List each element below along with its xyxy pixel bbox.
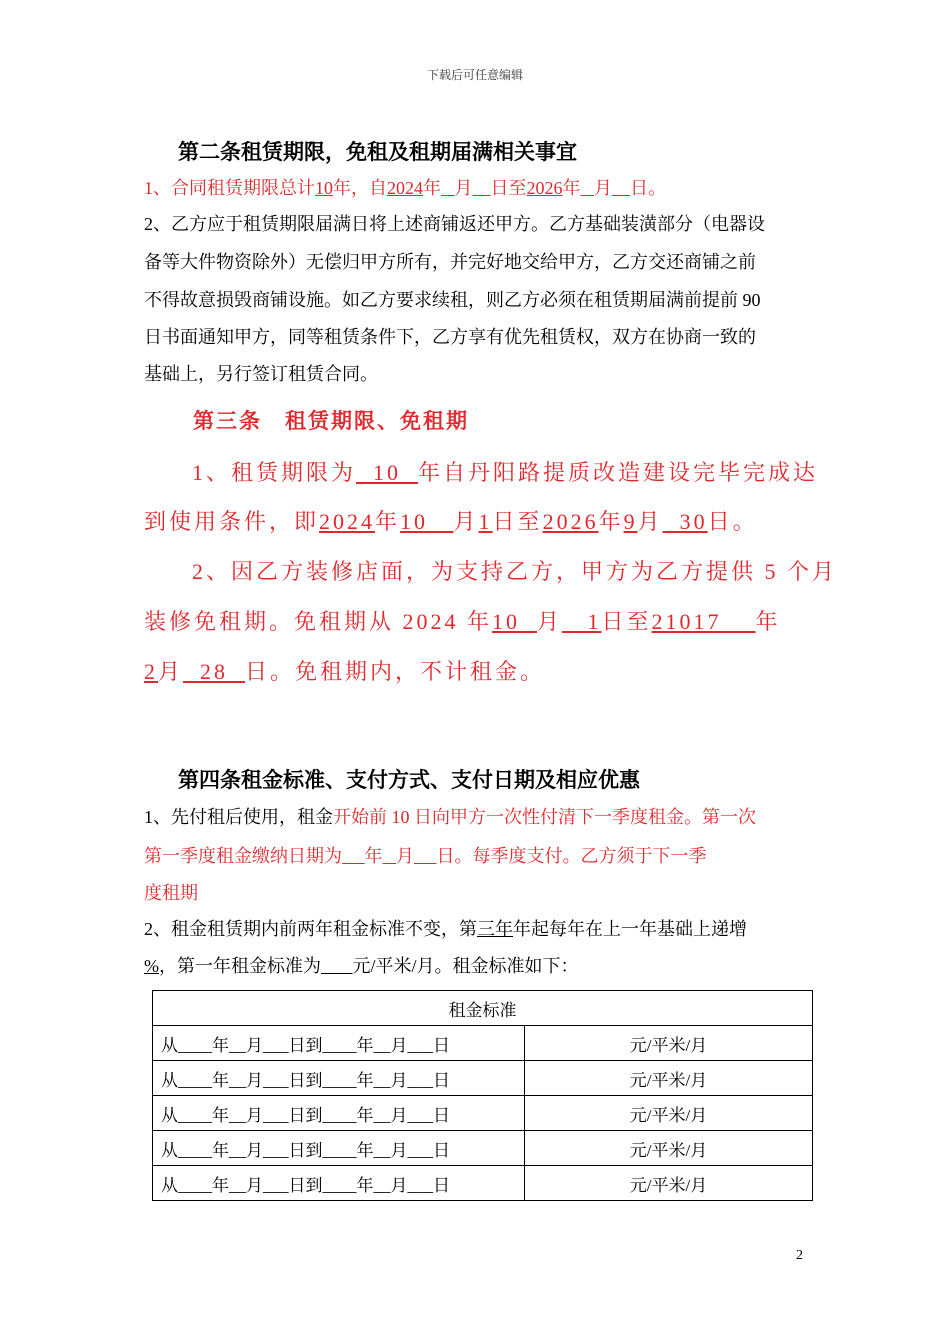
page-header: 下载后可任意编辑 (426, 68, 523, 82)
article4-p2-line1 (144, 917, 747, 941)
text: 月 (453, 509, 479, 534)
text: 年 (562, 178, 581, 198)
blank-month (383, 846, 397, 866)
table-header-row (153, 991, 813, 1026)
text: 年，自 (333, 178, 387, 198)
blank-end-year: 2026 (526, 178, 563, 198)
article4-title: 第四条租金标准、支付方式、支付日期及相应优惠 (178, 768, 640, 792)
text: 月 (454, 178, 473, 198)
blank-start-day (473, 178, 491, 198)
blank-start-year: 2024 (387, 178, 423, 198)
table-row (153, 1096, 813, 1131)
text: 日。免租期内，不计租金。 (245, 659, 546, 684)
table-row (153, 1026, 813, 1061)
period-cell: 从____年__月___日到____年__月___日 (153, 1061, 525, 1096)
period-cell: 从____年__月___日到____年__月___日 (153, 1026, 525, 1061)
text: 年 (375, 509, 401, 534)
blank-years: 10 (356, 460, 419, 485)
article2-p2-line: 2、乙方应于租赁期限届满日将上述商铺返还甲方。乙方基础装潢部分（电器设 (144, 214, 765, 234)
blank-end-month: 9 (623, 509, 638, 534)
article2-p2-line: 不得故意损毁商铺设施。如乙方要求续租，则乙方必须在租赁期届满前提前 90 (144, 290, 761, 310)
period-cell: 从____年__月___日到____年__月___日 (153, 1096, 525, 1131)
unit-cell: 元/平米/月 (525, 1096, 813, 1131)
blank-month: 10 (492, 609, 538, 634)
text: 2、租金租赁期内前两年租金标准不变，第 (144, 919, 477, 939)
blank-start-day: 1 (478, 509, 493, 534)
article3-p1-line1 (192, 459, 818, 487)
article2-term-line (144, 176, 666, 200)
text: 1、租赁期限为 (192, 460, 357, 485)
blank-day: 1 (562, 609, 602, 634)
blank-end-day: 30 (662, 509, 708, 534)
blank-end-year: 2026 (542, 509, 599, 534)
text: 到使用条件，即 (144, 509, 320, 534)
text: 年起每年在上一年基础上递增 (513, 919, 747, 939)
article3-p1-line2 (144, 508, 758, 536)
article2-p2-line: 备等大件物资除外）无偿归甲方所有，并完好地交给甲方，乙方交还商铺之前 (144, 252, 756, 272)
blank-end-year: 21017 (651, 609, 756, 634)
blank-end-month (581, 178, 595, 198)
unit-cell: 元/平米/月 (525, 1131, 813, 1166)
unit-cell: 元/平米/月 (525, 1061, 813, 1096)
text: 月 (537, 609, 563, 634)
text: 年 (598, 509, 624, 534)
text: 年 (423, 178, 441, 198)
article4-p2-line2 (144, 954, 579, 978)
text: 第一季度租金缴纳日期为 (144, 846, 342, 866)
text: ，第一年租金标准为 (159, 956, 321, 976)
article2-p2-line: 基础上，另行签订租赁合同。 (144, 364, 378, 384)
text: 年 (755, 609, 781, 634)
text: 月 (158, 659, 184, 684)
article3-p2-line3 (144, 658, 545, 686)
text: 日。 (707, 509, 758, 534)
blank-end-day: 28 (183, 659, 246, 684)
text: 月 (637, 509, 663, 534)
underlined-year: 三年 (477, 919, 513, 939)
text: 1、合同租赁期限总计 (144, 178, 315, 198)
text: 日至 (492, 509, 543, 534)
table-row (153, 1061, 813, 1096)
table-header: 租金标准 (153, 991, 813, 1026)
blank-year (342, 846, 365, 866)
unit-cell: 元/平米/月 (525, 1026, 813, 1061)
page-number: 2 (796, 1248, 803, 1263)
blank-end-day (612, 178, 630, 198)
blank-day (414, 846, 437, 866)
text: 装修免租期。免租期从 2024 年 (144, 609, 493, 634)
unit-cell: 元/平米/月 (525, 1166, 813, 1201)
text: 月 (594, 178, 612, 198)
text: 年自丹阳路提质改造建设完毕完成达 (418, 460, 819, 485)
percent-blank: % (144, 956, 159, 976)
period-cell: 从____年__月___日到____年__月___日 (153, 1166, 525, 1201)
article2-title: 第二条租赁期限，免租及租期届满相关事宜 (178, 140, 577, 164)
blank-start-month: 10 (400, 509, 454, 534)
table-row (153, 1166, 813, 1201)
blank-start-month (441, 178, 455, 198)
article2-p2-line: 日书面通知甲方，同等租赁条件下，乙方享有优先租赁权，双方在协商一致的 (144, 327, 756, 347)
text: 1、先付租后使用，租金 (144, 807, 333, 827)
article4-p1-line2 (144, 844, 707, 868)
text: 日。 (630, 178, 666, 198)
period-cell: 从____年__月___日到____年__月___日 (153, 1131, 525, 1166)
text: 年 (364, 846, 383, 866)
rent-standard-table (152, 990, 813, 1201)
article3-p2-line2 (144, 608, 781, 636)
blank-years: 10 (315, 178, 333, 198)
text: 元/平米/月。租金标准如下： (352, 956, 579, 976)
text: 月 (396, 846, 414, 866)
article3-p2-line1: 2、因乙方装修店面，为支持乙方，甲方为乙方提供 5 个月 (192, 559, 838, 584)
text: 日。每季度支付。乙方须于下一季 (436, 846, 707, 866)
table-row (153, 1131, 813, 1166)
text: 开始前 10 日向甲方一次性付清下一季度租金。第一次 (333, 807, 756, 827)
article4-p1-line1 (144, 805, 756, 829)
article3-title: 第三条 租赁期限、免租期 (193, 409, 469, 433)
text: 日至 (490, 178, 527, 198)
blank-start-year: 2024 (319, 509, 376, 534)
article4-p1-line3: 度租期 (144, 883, 198, 903)
blank-end-month: 2 (144, 659, 158, 684)
blank-rent (321, 956, 353, 976)
text: 日至 (601, 609, 652, 634)
